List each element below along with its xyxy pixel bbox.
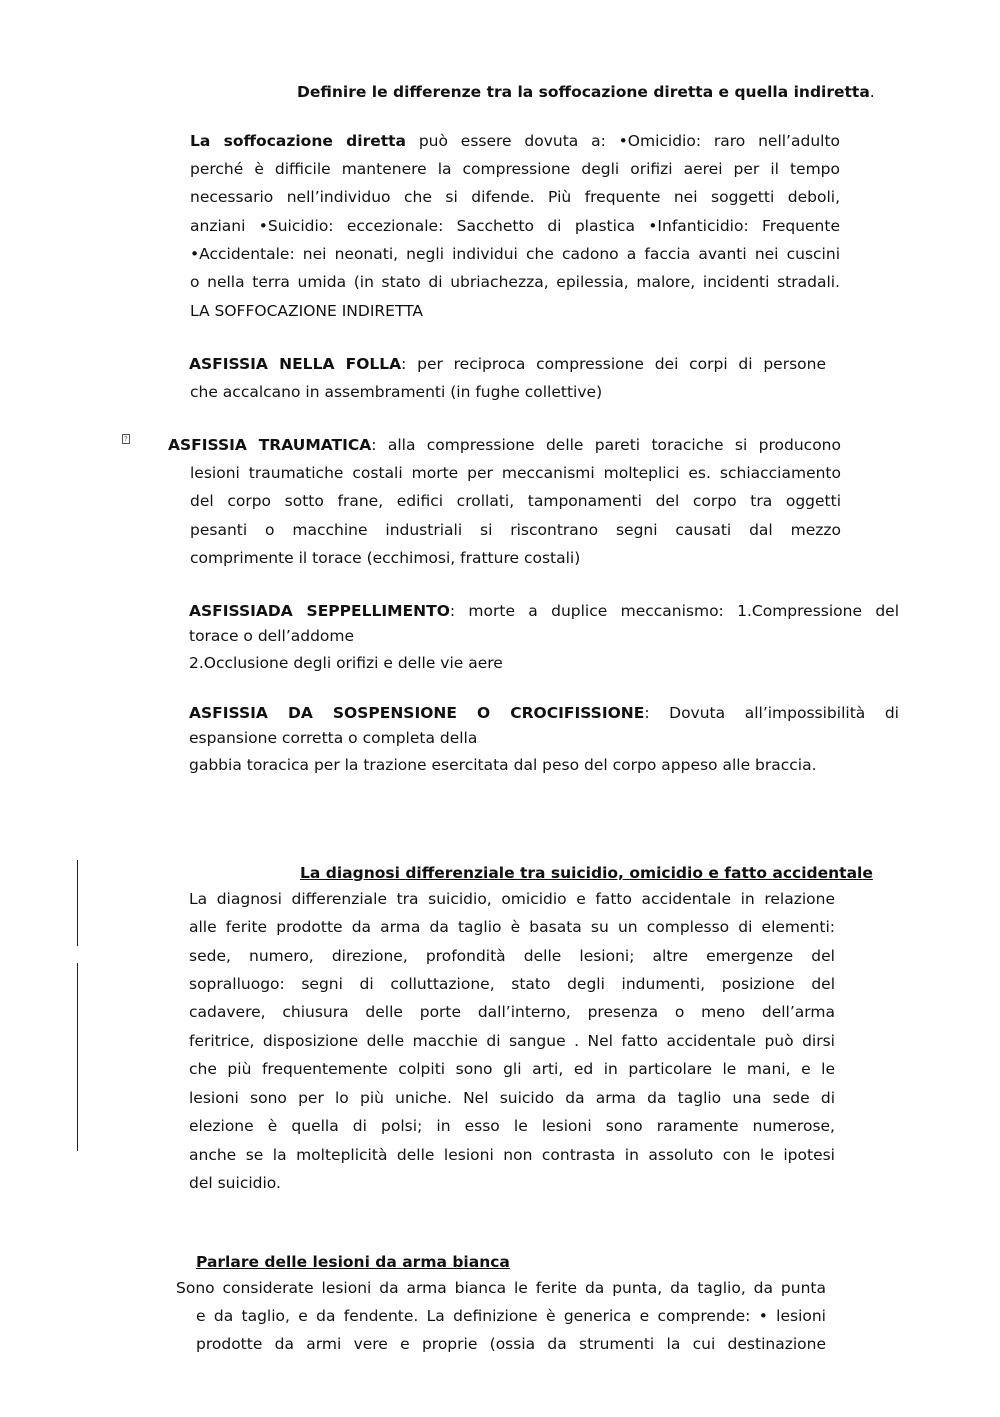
text-line: espansione corretta o completa della [189, 729, 478, 747]
revision-bar [77, 860, 78, 946]
text-line: ASFISSIA NELLA FOLLA: per reciproca compressione dei corpi di persone [189, 355, 826, 373]
text-line: prodotte da armi vere e proprie (ossia da strumenti la cui destinazione [196, 1335, 826, 1353]
text-line: necessario nell’individuo che si difende. Più frequente nei soggetti deboli, [190, 188, 840, 206]
text-line: o nella terra umida (in stato di ubriachezza, epilessia, malore, incidenti stradali. [190, 273, 840, 291]
text-line: La diagnosi differenziale tra suicidio, omicidio e fatto accidentale in relazione [189, 890, 835, 908]
text-line: anche se la molteplicità delle lesioni non contrasta in assoluto con le ipotesi [189, 1146, 835, 1164]
text-line: che accalcano in assembramenti (in fughe collettive) [190, 383, 603, 401]
text-line: La soffocazione diretta può essere dovuta a: •Omicidio: raro nell’adulto [190, 132, 841, 150]
text-line: comprimente il torace (ecchimosi, fratture costali) [190, 549, 581, 567]
text-line: ASFISSIA TRAUMATICA: alla compressione delle pareti toraciche si producono [168, 436, 841, 454]
text-line: gabbia toracica per la trazione esercitata dal peso del corpo appeso alle braccia. [189, 756, 817, 774]
text-line: pesanti o macchine industriali si riscontrano segni causati dal mezzo [190, 521, 841, 539]
section-title-soffocazione: Definire le differenze tra la soffocazione diretta e quella indiretta. [297, 83, 875, 101]
text-line: cadavere, chiusura delle porte dall’interno, presenza o meno dell’arma [189, 1003, 835, 1021]
text-line: del suicidio. [189, 1174, 281, 1192]
text-line: sopralluogo: segni di colluttazione, stato degli indumenti, posizione del [189, 975, 835, 993]
section-title-arma-bianca: Parlare delle lesioni da arma bianca [196, 1253, 510, 1271]
text-line: lesioni traumatiche costali morte per meccanismi molteplici es. schiacciamento [190, 464, 841, 482]
subheading-soffocazione-indiretta: LA SOFFOCAZIONE INDIRETTA [190, 302, 424, 320]
text-line: lesioni sono per lo più uniche. Nel suicido da arma da taglio una sede di [189, 1089, 835, 1107]
text-line: elezione è quella di polsi; in esso le lesioni sono raramente numerose, [189, 1117, 835, 1135]
text-line: Sono considerate lesioni da arma bianca le ferite da punta, da taglio, da punta [176, 1279, 826, 1297]
text-line: sede, numero, direzione, profondità delle lesioni; altre emergenze del [189, 947, 835, 965]
text-line: che più frequentemente colpiti sono gli arti, ed in particolare le mani, e le [189, 1060, 835, 1078]
text-line: ASFISSIA DA SOSPENSIONE O CROCIFISSIONE: Dovuta all’impossibilità di [189, 704, 899, 722]
text-line: 2.Occlusione degli orifizi e delle vie aere [189, 654, 503, 672]
text-line: feritrice, disposizione delle macchie di sangue . Nel fatto accidentale può dirsi [189, 1032, 835, 1050]
missing-glyph-icon: ? [122, 434, 130, 444]
section-title-diagnosi: La diagnosi differenziale tra suicidio, omicidio e fatto accidentale [300, 864, 873, 882]
text-line: e da taglio, e da fendente. La definizione è generica e comprende: • lesioni [196, 1307, 826, 1325]
text-line: ASFISSIADA SEPPELLIMENTO: morte a duplice meccanismo: 1.Compressione del [189, 602, 899, 620]
text-line: perché è difficile mantenere la compressione degli orifizi aerei per il tempo [190, 160, 840, 178]
revision-bar [77, 963, 78, 1151]
text-line: anziani •Suicidio: eccezionale: Sacchetto di plastica •Infanticidio: Frequente [190, 217, 840, 235]
text-line: •Accidentale: nei neonati, negli individui che cadono a faccia avanti nei cuscini [190, 245, 840, 263]
text-line: alle ferite prodotte da arma da taglio è basata su un complesso di elementi: [189, 918, 835, 936]
text-line: del corpo sotto frane, edifici crollati, tamponamenti del corpo tra oggetti [190, 492, 841, 510]
text-line: torace o dell’addome [189, 627, 355, 645]
